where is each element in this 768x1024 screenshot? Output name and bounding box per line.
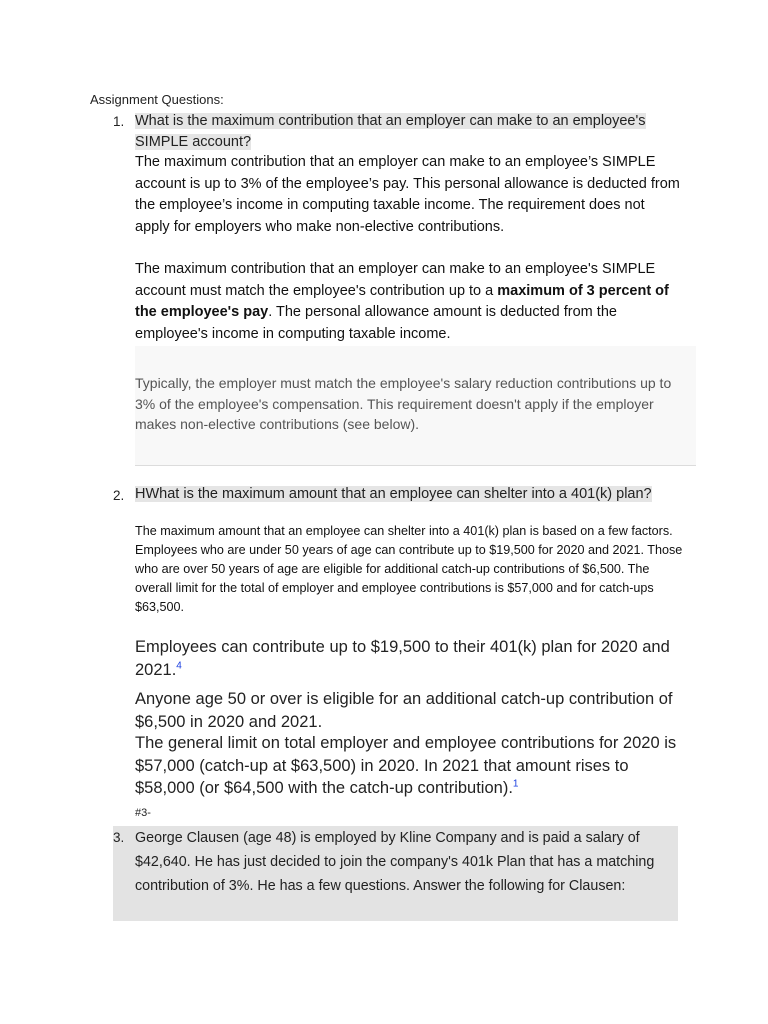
q3-question: George Clausen (age 48) is employed by Kline Company and is paid a salary of $42,640. He has just decided to join the company's 401k Plan that has a matching contribution of 3%. He has a few questions. Answer the following for Clausen: (135, 830, 655, 894)
section-marker: #3- (135, 807, 151, 819)
q1-answer-2 (135, 259, 680, 345)
q1-answer-1: The maximum contribution that an employer can make to an employee’s SIMPLE account is up to 3% of the employee’s pay. This personal allowance is deducted from the employee’s income in computing taxable income. The requirement does not apply for employers who make non-elective contributions. (135, 154, 680, 235)
footnote-ref-4[interactable]: 4 (176, 660, 182, 671)
q2-quote-2: Anyone age 50 or over is eligible for an additional catch-up contribution of $6,500 in 2020 and 2021. (135, 690, 673, 731)
q2-quote-1 (135, 636, 680, 681)
q2-quote-1-text: Employees can contribute up to $19,500 to their 401(k) plan for 2020 and 2021. (135, 638, 670, 679)
q2-number: 2. (113, 488, 125, 503)
q3-block (113, 826, 678, 921)
q2-answer: The maximum amount that an employee can shelter into a 401(k) plan is based on a few factors. Employees who are under 50 years of age can contribute up to $19,500 for 2020 and 2021. Those who are over 50 years of age are eligible for additional catch-up contributions of $6,500. The overall limit for the total of employer and employee contributions is $57,000 and for catch-ups $63,500. (135, 524, 683, 614)
assignment-heading: Assignment Questions: (90, 92, 224, 107)
q2-question (135, 484, 695, 505)
q2-quote-3-text: The general limit on total employer and employee contributions for 2020 is $57,000 (catch-up at $63,500) in 2020. In 2021 that amount rises to $58,000 (or $64,500 with the catch-up contribution). (135, 734, 677, 797)
q2-question-text: HWhat is the maximum amount that an employee can shelter into a 401(k) plan? (135, 486, 652, 502)
q1-question (135, 111, 680, 153)
q1-number: 1. (113, 114, 125, 129)
q1-quote-box (135, 346, 696, 466)
q1-quote-text: Typically, the employer must match the employee's salary reduction contributions up to 3% of the employee's compensation. This requirement doesn't apply if the employer makes non-elective contributions (see below). (135, 375, 672, 432)
q1-answer-2-pre: The maximum contribution that an employer can make to an employee's SIMPLE account must match the employee's contribution up to a (135, 261, 656, 299)
q3-number: 3. (113, 830, 125, 845)
q2-quote-3 (135, 732, 680, 800)
q1-question-line2: SIMPLE account? (135, 134, 252, 150)
footnote-ref-1[interactable]: 1 (512, 778, 519, 790)
q1-question-line1: What is the maximum contribution that an employer can make to an employee's (135, 113, 646, 129)
q1-answer-2-post: . The personal allowance amount is deducted from the employee's income in computing taxable income. (135, 304, 617, 342)
q1-answer-2-bold: maximum of 3 percent of the employee's pay (135, 282, 669, 320)
